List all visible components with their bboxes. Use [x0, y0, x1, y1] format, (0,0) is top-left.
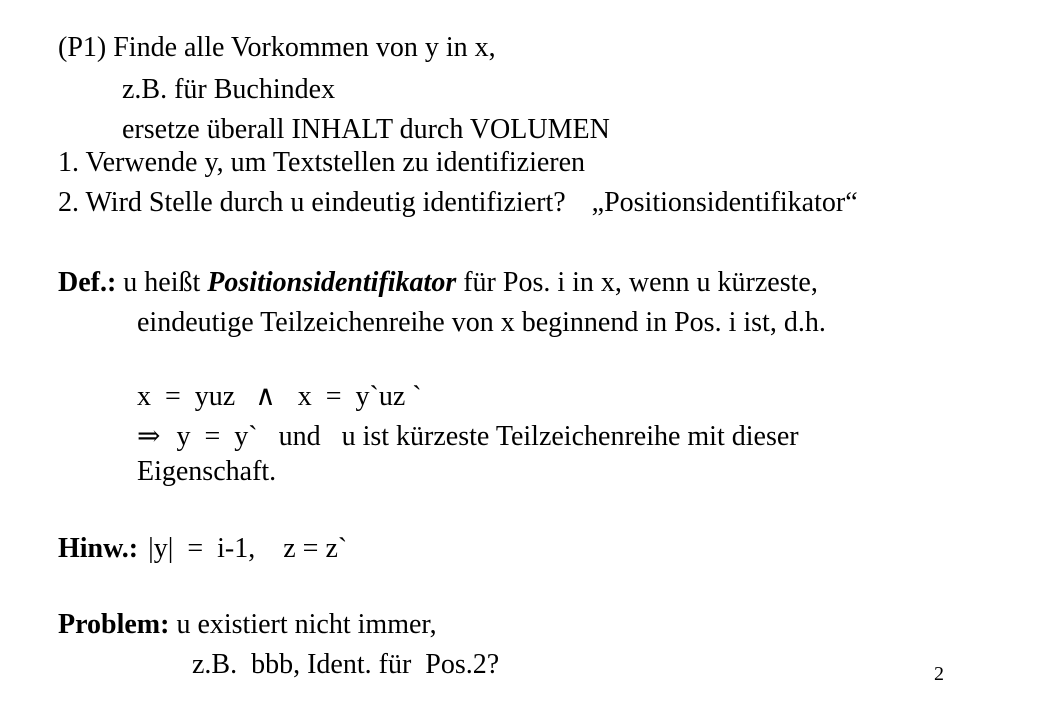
hint — [58, 533, 347, 565]
definition-consequence-end — [137, 456, 276, 488]
definition-label: Def.: — [58, 267, 117, 298]
p1-replace-text: ersetze überall INHALT durch VOLUMEN — [122, 114, 610, 145]
definition-text-a: u heißt — [123, 267, 201, 298]
problem-example-text: z.B. bbb, Ident. für Pos.2? — [192, 649, 500, 680]
definition-line-1 — [58, 267, 818, 299]
problem-label: Problem: — [58, 609, 170, 640]
step-1 — [58, 147, 585, 179]
definition-line-2 — [137, 307, 826, 339]
page-number: 2 — [934, 663, 944, 685]
p1-heading-text: (P1) Finde alle Vorkommen von y in x, — [58, 32, 496, 63]
definition-line-2-text: eindeutige Teilzeichenreihe von x beginnend in Pos. i ist, d.h. — [137, 307, 826, 338]
formula-left: x = yuz — [137, 381, 236, 412]
step-1-text: 1. Verwende y, um Textstellen zu identifizieren — [58, 147, 586, 178]
p1-example-text: z.B. für Buchindex — [122, 74, 336, 105]
problem-example — [192, 649, 499, 681]
hint-text: |y| = i-1, z = z` — [148, 533, 348, 564]
definition-consequence — [137, 421, 799, 453]
problem — [58, 609, 437, 641]
p1-example — [122, 74, 335, 106]
problem-text: u existiert nicht immer, — [176, 609, 437, 640]
step-2-question: 2. Wird Stelle durch u eindeutig identifiziert? — [58, 187, 566, 218]
consequence-end-text: Eigenschaft. — [137, 456, 277, 487]
consequence-text: y = y` und u ist kürzeste Teilzeichenreihe mit dieser — [176, 421, 799, 452]
logical-and-symbol: ∧ — [255, 381, 276, 412]
definition-term: Positionsidentifikator — [207, 267, 457, 298]
implies-symbol: ⇒ — [137, 421, 161, 452]
step-2 — [58, 187, 858, 219]
definition-text-b: für Pos. i in x, wenn u kürzeste, — [463, 267, 818, 298]
p1-replace — [122, 114, 610, 146]
definition-formula — [137, 381, 422, 413]
p1-heading — [58, 32, 496, 64]
formula-right: x = y`uz ` — [297, 381, 422, 412]
hint-label: Hinw.: — [58, 533, 139, 564]
step-2-term: „Positionsidentifikator“ — [591, 187, 858, 218]
